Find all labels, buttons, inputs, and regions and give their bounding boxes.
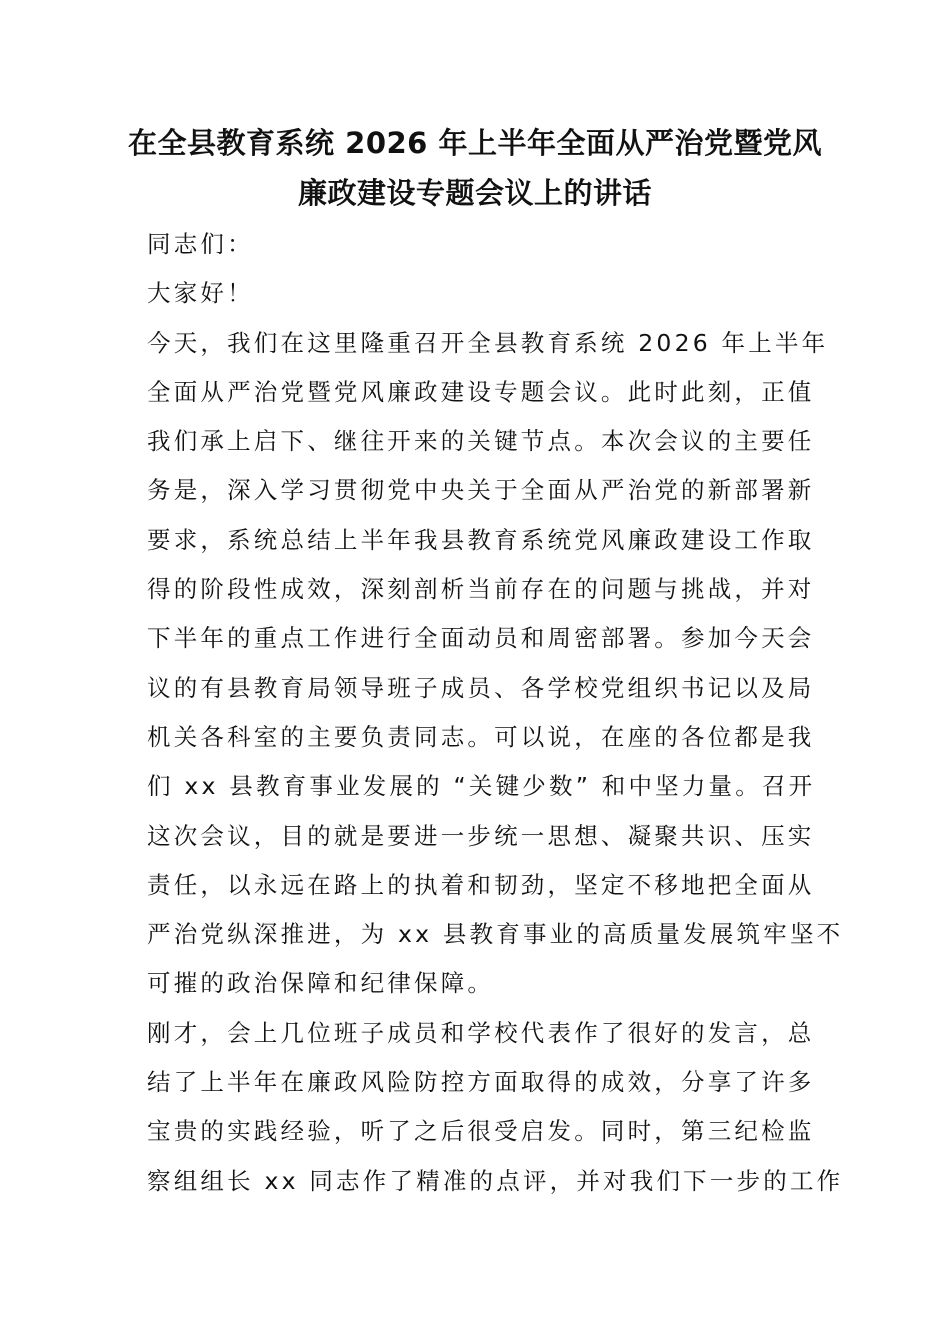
paragraph-line: 责任，以永远在路上的执着和韧劲，坚定不移地把全面从: [147, 870, 815, 899]
paragraph-line: 议的有县教育局领导班子成员、各学校党组织书记以及局: [147, 673, 815, 702]
salutation-line: 同志们：: [147, 230, 254, 258]
paragraph-line: 们 xx 县教育事业发展的 “关键少数” 和中坚力量。召开: [147, 772, 816, 801]
paragraph-line: 结了上半年在廉政风险防控方面取得的成效，分享了许多: [147, 1068, 815, 1097]
greeting-line: 大家好！: [147, 279, 254, 308]
paragraph-line: 下半年的重点工作进行全面动员和周密部署。参加今天会: [147, 624, 815, 653]
paragraph-line: 这次会议，目的就是要进一步统一思想、凝聚共识、压实: [147, 821, 815, 850]
paragraph-last-line: 可摧的政治保障和纪律保障。: [147, 969, 495, 998]
paragraph-line: 务是，深入学习贯彻党中央关于全面从严治党的新部署新: [147, 476, 815, 505]
paragraph-line: 察组组长 xx 同志作了精准的点评，并对我们下一步的工作: [147, 1166, 844, 1195]
document-body: [147, 220, 844, 1206]
paragraph-line: 要求，系统总结上半年我县教育系统党风廉政建设工作取: [147, 525, 815, 554]
paragraph-line: 今天，我们在这里隆重召开全县教育系统 2026 年上半年: [147, 328, 829, 357]
title-line-2: 廉政建设专题会议上的讲话: [297, 176, 652, 210]
paragraph-line: 宝贵的实践经验，听了之后很受启发。同时，第三纪检监: [147, 1117, 815, 1146]
paragraph-line: 严治党纵深推进，为 xx 县教育事业的高质量发展筑牢坚不: [147, 920, 844, 949]
paragraph-line: 我们承上启下、继往开来的关键节点。本次会议的主要任: [147, 427, 815, 456]
title-line-1: 在全县教育系统 2026 年上半年全面从严治党暨党风: [128, 126, 822, 160]
paragraph-line: 机关各科室的主要负责同志。可以说，在座的各位都是我: [147, 722, 815, 751]
document-title: [120, 118, 830, 218]
paragraph-line: 得的阶段性成效，深刻剖析当前存在的问题与挑战，并对: [147, 575, 815, 604]
paragraph-line: 刚才，会上几位班子成员和学校代表作了很好的发言，总: [147, 1018, 815, 1047]
paragraph-line: 全面从严治党暨党风廉政建设专题会议。此时此刻，正值: [147, 377, 815, 406]
